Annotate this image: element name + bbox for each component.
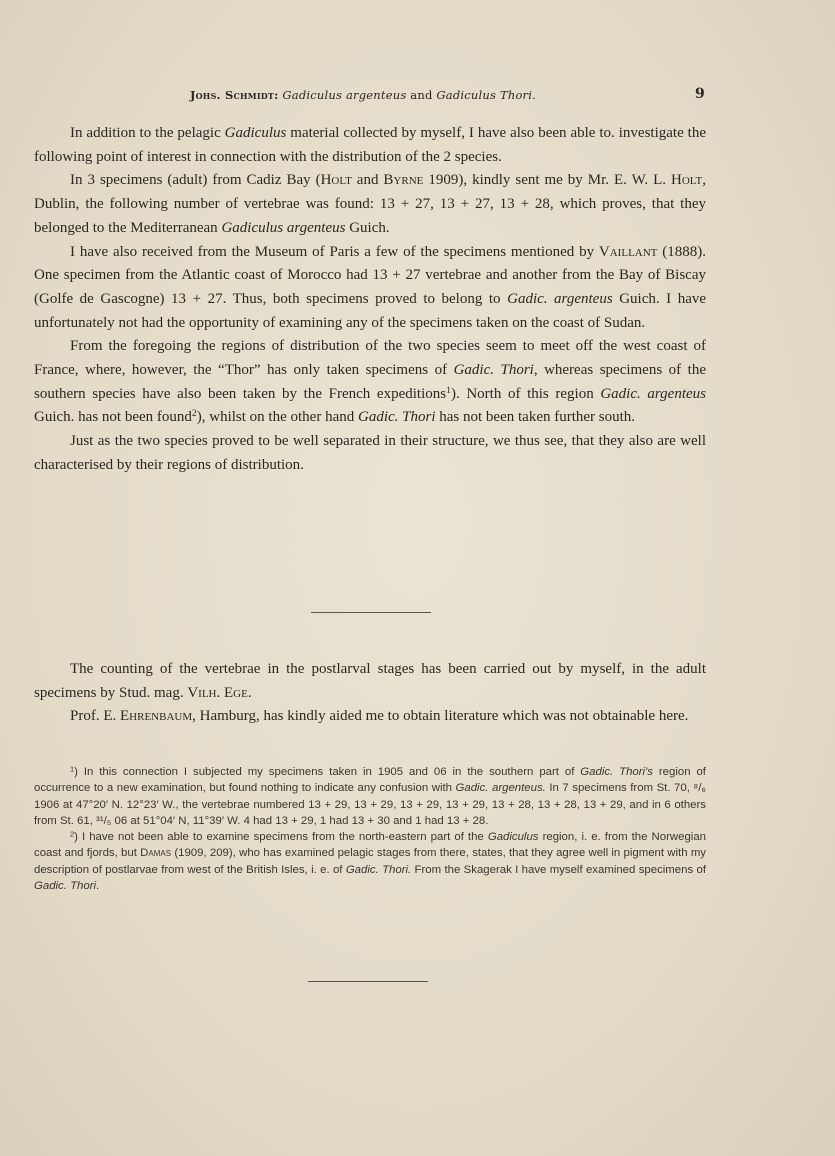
title-and: and <box>410 88 433 102</box>
footnote-ref-2: 2 <box>191 408 197 420</box>
title-species-1: Gadiculus argenteus <box>282 88 407 102</box>
author-name: Johs. Schmidt: <box>190 88 279 102</box>
running-title <box>190 88 536 102</box>
main-text <box>34 122 706 478</box>
section-divider <box>311 612 431 613</box>
running-header <box>0 86 835 106</box>
ack-paragraph-1: The counting of the vertebrae in the postlarval stages has been carried out by myself, in the adult specimens by Stud. mag. Vilh. Ege. <box>34 661 706 701</box>
bottom-divider <box>308 981 428 982</box>
paragraph-5: Just as the two species proved to be well separated in their structure, we thus see, that they also are well characterised by their regions of distribution. <box>34 433 706 473</box>
footnote-ref-1: 1 <box>446 384 451 396</box>
footnotes <box>34 764 706 894</box>
footnote-2: $^2$) I have not been able to examine specimens from the north-eastern part of the Gadiculus region, i. e. from the Norwegian coast and fjords, but Damas (1909, 209), who has examined pelagic stages from there, states, that they agree well in pigment with my description of postlarvae from west of the British Isles, i. e. of Gadic. Thori. From the Skagerak I have myself examined specimens of Gadic. Thori. <box>34 829 706 893</box>
paragraph-1: In addition to the pelagic Gadiculus material collected by myself, I have also been able to. investigate the following point of interest in connection with the distribution of the 2 species. <box>34 125 706 165</box>
footnote-1: $^1$) In this connection I subjected my specimens taken in 1905 and 06 in the southern part of Gadic. Thori's region of occurrence to a new examination, but found nothing to indicate any confusion with Gadic. argenteus. In 7 specimens from St. 70, ⁸/₆ 1906 at 47°20′ N. 12°23′ W., the vertebrae numbered 13 + 29, 13 + 29, 13 + 29, 13 + 29, 13 + 28, 13 + 28, 13 + 29, and in 6 others from St. 61, ³¹/₅ 06 at 51°04′ N, 11°39′ W. 4 had 13 + 29, 1 had 13 + 30 and 1 had 13 + 28. <box>34 764 706 827</box>
paragraph-2: In 3 specimens (adult) from Cadiz Bay (Holt and Byrne 1909), kindly sent me by Mr. E. W. L. Holt, Dublin, the following number of vertebrae was found: 13 + 27, 13 + 27, 13 + 28, which proves, that they belonged to the Mediterranean Gadiculus argenteus Guich. <box>34 172 706 236</box>
title-species-2: Gadiculus Thori. <box>436 88 536 102</box>
paragraph-3: I have also received from the Museum of Paris a few of the specimens mentioned by Vaillant (1888). One specimen from the Atlantic coast of Morocco had 13 + 27 vertebrae and another from the Bay of Biscay (Golfe de Gascogne) 13 + 27. Thus, both specimens proved to belong to Gadic. argenteus Guich. I have unfortunately not had the opportunity of examining any of the specimens taken on the coast of Sudan. <box>34 243 707 331</box>
page-number: 9 <box>695 86 705 102</box>
acknowledgements <box>34 658 706 729</box>
ack-paragraph-2: Prof. E. Ehrenbaum, Hamburg, has kindly aided me to obtain literature which was not obtainable here. <box>70 708 689 725</box>
paragraph-4: From the foregoing the regions of distribution of the two species seem to meet off the west coast of France, where, however, the “Thor” has only taken specimens of Gadic. Thori, whereas specimens of the southern species have also been taken by the French expeditions$^1$). North of this region Gadic. argenteus Guich. has not been found$^2$), whilst on the other hand Gadic. Thori has not been taken further south. <box>34 338 706 426</box>
